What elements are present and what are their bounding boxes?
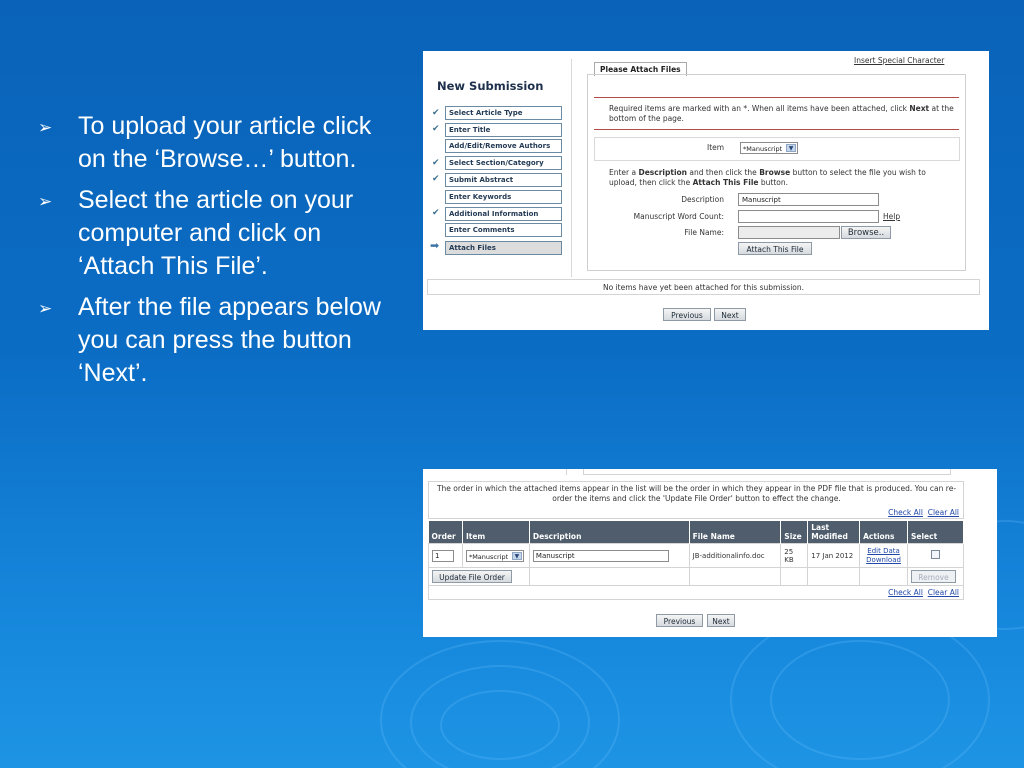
checkmark-icon: ✔ <box>432 158 440 168</box>
instruction-item <box>38 291 398 390</box>
checkmark-icon: ✔ <box>432 108 440 118</box>
actions-cell <box>860 544 908 568</box>
instruction-item <box>38 184 398 283</box>
clear-all-link[interactable]: Clear All <box>927 588 959 597</box>
update-file-order-button[interactable]: Update File Order <box>432 570 512 583</box>
decorative-ripple <box>770 640 950 760</box>
next-button[interactable]: Next <box>714 308 746 321</box>
previous-button[interactable]: Previous <box>656 614 703 627</box>
remove-cell <box>908 568 964 586</box>
instruction-text: Select the article on your computer and click on ‘Attach This File’. <box>78 186 354 280</box>
word-count-field[interactable] <box>738 210 879 223</box>
description-label: Description <box>681 195 724 204</box>
decorative-ripple <box>440 690 560 760</box>
next-button[interactable]: Next <box>707 614 735 627</box>
order-input[interactable]: 1 <box>432 550 454 562</box>
instruction-text: To upload your article click on the ‘Browse…’ button. <box>78 112 372 173</box>
decorative-ripple <box>410 665 590 768</box>
order-note: The order in which the attached items appear in the list will be the order in which they appear in the PDF file that is produced. You can re-order the items and click the 'Update File Order' button to effect the change. <box>436 484 957 503</box>
previous-button[interactable]: Previous <box>663 308 711 321</box>
table-header-row <box>429 521 964 544</box>
instruction-text: After the file appears below you can press the button ‘Next’. <box>78 293 381 387</box>
edit-data-link[interactable]: Edit Data <box>867 546 900 555</box>
divider <box>571 59 572 277</box>
file-name-field[interactable] <box>738 226 840 239</box>
download-link[interactable]: Download <box>866 555 901 564</box>
item-select[interactable]: *Manuscript ▼ <box>740 142 798 154</box>
empty-cell <box>529 568 689 586</box>
column-header-select: Select <box>908 521 964 544</box>
help-link[interactable]: Help <box>883 212 901 221</box>
column-header-file-name: File Name <box>689 521 781 544</box>
step-additional-information[interactable]: Additional Information <box>445 207 562 221</box>
no-items-note: No items have yet been attached for this submission. <box>427 279 980 295</box>
attach-this-file-button[interactable]: Attach This File <box>738 242 812 255</box>
item-select[interactable]: *Manuscript ▼ <box>466 550 524 562</box>
arrow-bullet-icon: ➢ <box>38 192 53 211</box>
chevron-down-icon: ▼ <box>786 144 796 152</box>
last-modified-cell: 17 Jan 2012 <box>808 544 860 568</box>
browse-button[interactable]: Browse.. <box>841 226 891 239</box>
word-count-label: Manuscript Word Count: <box>633 212 724 221</box>
checkmark-icon: ✔ <box>432 174 440 184</box>
chevron-down-icon: ▼ <box>512 552 522 560</box>
select-links <box>888 588 959 598</box>
step-submit-abstract[interactable]: Submit Abstract <box>445 173 562 187</box>
item-cell <box>462 544 529 568</box>
description-field[interactable]: Manuscript <box>738 193 879 206</box>
divider <box>594 129 959 130</box>
item-row <box>594 137 960 161</box>
arrow-bullet-icon: ➢ <box>38 299 53 318</box>
column-header-size: Size <box>781 521 808 544</box>
attach-instructions: Enter a Description and then click the Browse button to select the file you wish to upload, then click the Attach This File button. <box>609 168 926 187</box>
clear-all-link[interactable]: Clear All <box>927 508 959 517</box>
step-enter-title[interactable]: Enter Title <box>445 123 562 137</box>
table-row <box>429 544 964 568</box>
step-enter-keywords[interactable]: Enter Keywords <box>445 190 562 204</box>
file-name-cell: JB-additionalinfo.doc <box>689 544 781 568</box>
right-arrow-icon: ➡ <box>430 239 440 252</box>
file-name-label: File Name: <box>684 228 724 237</box>
order-note-box <box>428 481 964 519</box>
attached-files-table <box>428 521 964 586</box>
item-label: Item <box>707 143 725 152</box>
select-cell <box>908 544 964 568</box>
column-header-last-modified: Last Modified <box>808 521 860 544</box>
description-cell <box>529 544 689 568</box>
decorative-ripple <box>380 640 620 768</box>
select-checkbox[interactable] <box>931 550 940 559</box>
step-add-edit-remove-authors[interactable]: Add/Edit/Remove Authors <box>445 139 562 153</box>
update-cell <box>429 568 530 586</box>
divider <box>566 469 567 475</box>
select-links-bottom <box>428 585 964 600</box>
attached-files-screenshot <box>423 469 997 637</box>
check-all-link[interactable]: Check All <box>888 508 923 517</box>
instruction-item <box>38 110 398 176</box>
step-select-article-type[interactable]: Select Article Type <box>445 106 562 120</box>
step-attach-files[interactable]: Attach Files <box>445 241 562 255</box>
step-select-section-category[interactable]: Select Section/Category <box>445 156 562 170</box>
sidebar-title: New Submission <box>437 79 544 93</box>
order-cell <box>429 544 463 568</box>
empty-cell <box>808 568 860 586</box>
step-enter-comments[interactable]: Enter Comments <box>445 223 562 237</box>
instruction-list <box>38 110 398 398</box>
tab-please-attach-files[interactable]: Please Attach Files <box>594 62 687 76</box>
column-header-actions: Actions <box>860 521 908 544</box>
divider <box>583 469 951 475</box>
select-links <box>888 508 959 518</box>
column-header-order: Order <box>429 521 463 544</box>
required-note: Required items are marked with an *. When all items have been attached, click Next at the bottom of the page. <box>609 104 954 123</box>
checkmark-icon: ✔ <box>432 124 440 134</box>
empty-cell <box>689 568 781 586</box>
divider <box>594 97 959 98</box>
empty-cell <box>860 568 908 586</box>
description-input[interactable]: Manuscript <box>533 550 669 562</box>
table-footer-row <box>429 568 964 586</box>
column-header-item: Item <box>462 521 529 544</box>
checkmark-icon: ✔ <box>432 208 440 218</box>
arrow-bullet-icon: ➢ <box>38 118 53 137</box>
column-header-description: Description <box>529 521 689 544</box>
remove-button[interactable]: Remove <box>911 570 956 583</box>
check-all-link[interactable]: Check All <box>888 588 923 597</box>
insert-special-character-link[interactable]: Insert Special Character <box>854 56 945 65</box>
size-cell: 25 KB <box>781 544 808 568</box>
attach-files-screenshot <box>423 51 989 330</box>
empty-cell <box>781 568 808 586</box>
attach-form <box>587 74 966 271</box>
